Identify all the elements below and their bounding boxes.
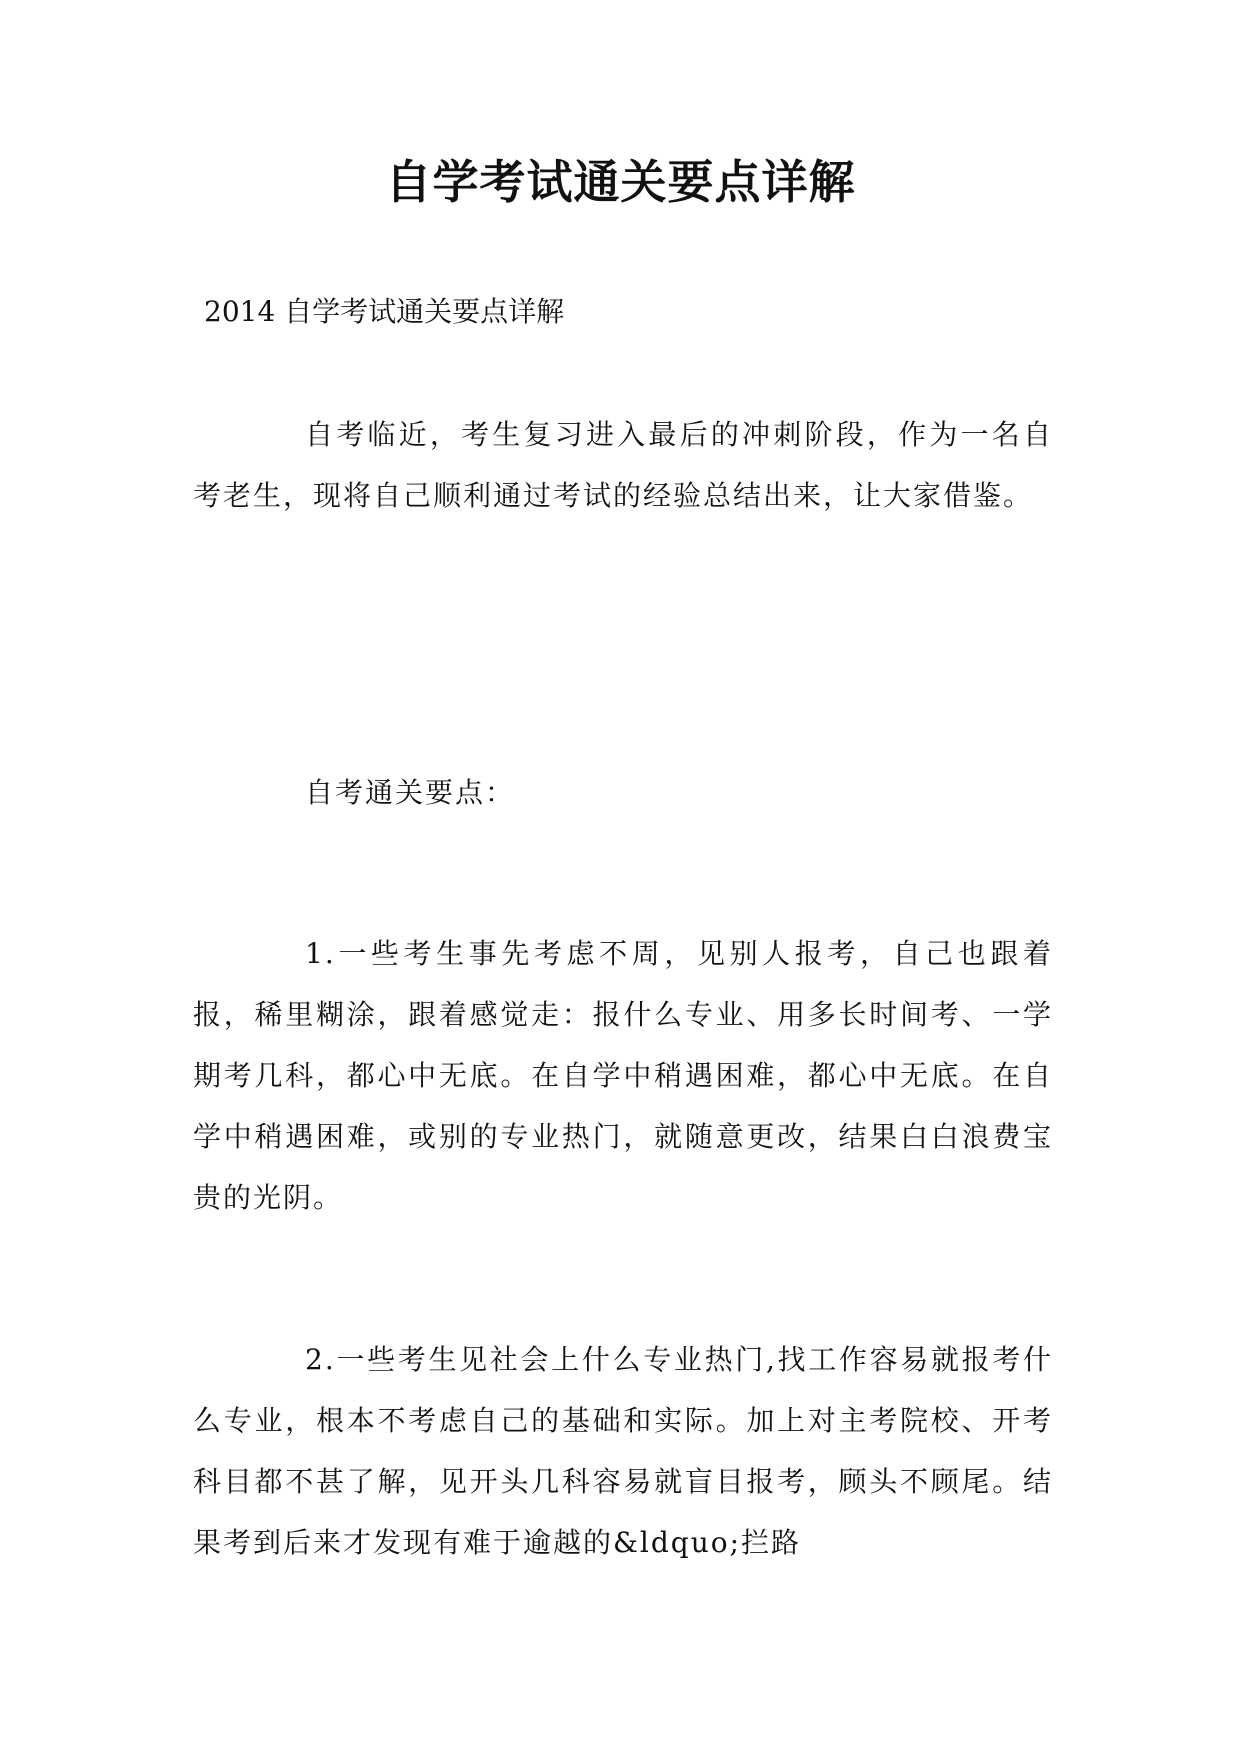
- intro-paragraph: 自考临近，考生复习进入最后的冲刺阶段，作为一名自考老生，现将自己顺利通过考试的经验总结出来，让大家借鉴。: [193, 418, 1053, 512]
- point-1-paragraph: 1.一些考生事先考虑不周，见别人报考，自己也跟着报，稀里糊涂，跟着感觉走：报什么专业、用多长时间考、一学期考几科，都心中无底。在自学中稍遇困难，都心中无底。在自学中稍遇困难，或别的专业热门，就随意更改，结果白白浪费宝贵的光阴。: [193, 937, 1053, 1214]
- document-subtitle: 2014 自学考试通关要点详解: [204, 295, 565, 328]
- section-heading: 自考通关要点：: [305, 776, 516, 809]
- point-2-paragraph: 2.一些考生见社会上什么专业热门,找工作容易就报考什么专业，根本不考虑自己的基础和实际。加上对主考院校、开考科目都不甚了解，见开头几科容易就盲目报考，顾头不顾尾。结果考到后来才发现有难于逾越的&ldquo;拦路: [193, 1343, 1053, 1559]
- document-title: 自学考试通关要点详解: [385, 155, 856, 209]
